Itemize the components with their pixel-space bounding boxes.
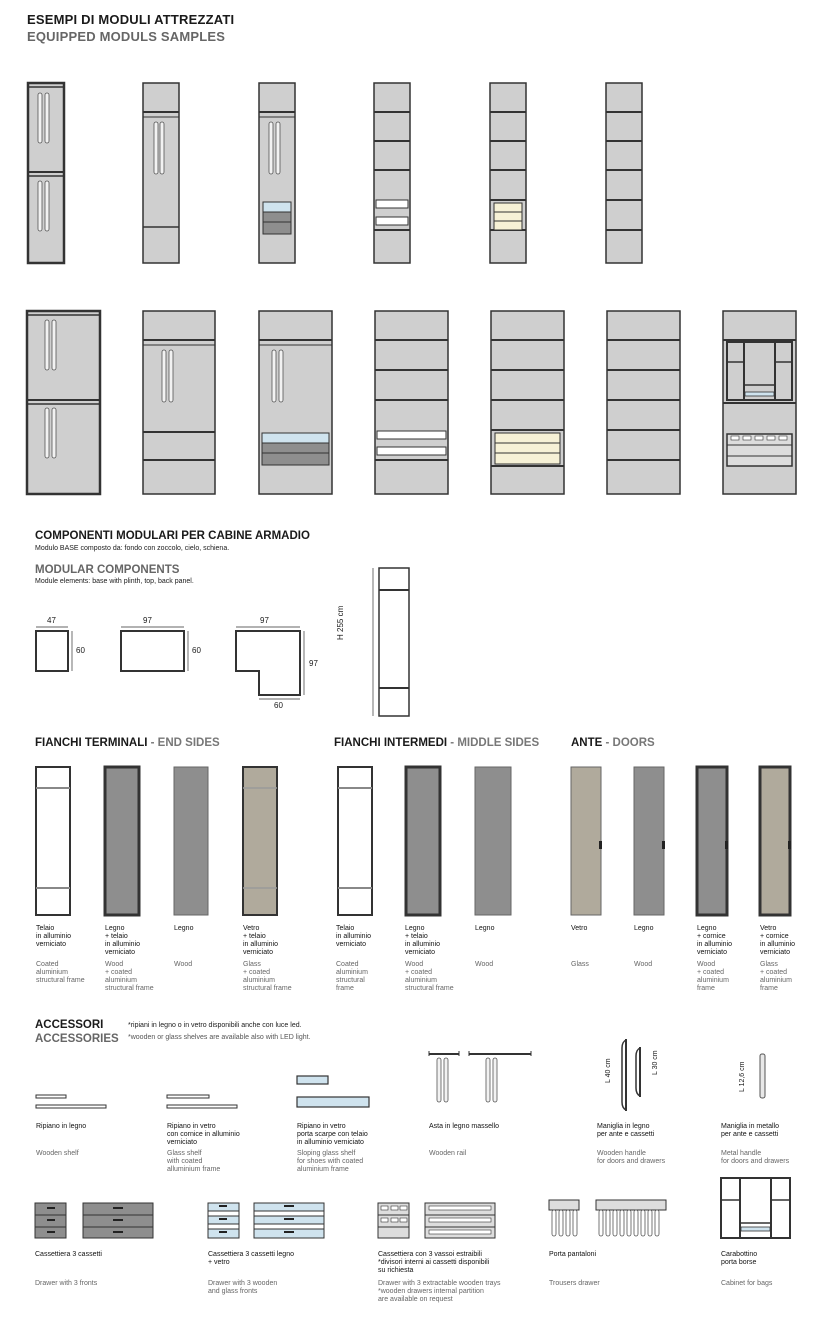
middle-side-caption-en: Wood + coated aluminium structural frame <box>405 961 454 992</box>
accessory-caption-it: Ripiano in vetro porta scarpe con telaio in alluminio verniciato <box>297 1123 368 1146</box>
accessory-caption-it: Carabottino porta borse <box>721 1251 758 1266</box>
door-glass <box>571 767 602 915</box>
module-shelves-drawers-narrow <box>374 83 410 263</box>
end-sides-heading <box>35 737 220 749</box>
door-caption-en: Glass + coated aluminium frame <box>760 961 792 992</box>
dim-depth-60-a: 60 <box>76 646 85 655</box>
end-side-caption-it: Telaio in alluminio verniciato <box>36 925 72 948</box>
dim-depth-60-b: 60 <box>192 646 201 655</box>
end-sides-separator: - <box>147 737 158 749</box>
middle-sides-separator: - <box>447 737 458 749</box>
dim-width-97-a: 97 <box>143 616 152 625</box>
door-caption-en: Wood + coated aluminium frame <box>697 961 729 992</box>
end-side-caption-en: Wood + coated aluminium structural frame <box>105 961 154 992</box>
dim-width-97-b: 97 <box>260 616 269 625</box>
middle-side-caption-it: Telaio in alluminio verniciato <box>336 925 372 948</box>
accessory-caption-en: Wooden handle for doors and drawers <box>597 1150 666 1165</box>
accessories-row1-drawings <box>0 1040 829 1120</box>
middle-sides-title-en: MIDDLE SIDES <box>457 737 540 749</box>
accessory-caption-en: Sloping glass shelf for shoes with coated aluminium frame <box>297 1150 364 1173</box>
metal-handle-dim: L 12,6 cm <box>739 1061 746 1092</box>
accessory-caption-it: Maniglia in legno per ante e cassetti <box>597 1123 655 1138</box>
middle-side-wood <box>475 767 511 915</box>
page-title: ESEMPI DI MODULI ATTREZZATI <box>27 12 235 27</box>
end-sides-title-it: FIANCHI TERMINALI <box>35 737 148 749</box>
drawer-3-fronts-drawing <box>35 1203 153 1238</box>
wooden-shelf-drawing <box>36 1095 106 1108</box>
door-glass-frame <box>760 767 791 915</box>
door-caption-it: Vetro + cornice in alluminio verniciato <box>760 925 796 956</box>
end-side-aluminium-frame <box>36 767 70 915</box>
end-side-wood-frame <box>105 767 139 915</box>
accessory-caption-en: Glass shelf with coated alluminium frame <box>167 1150 221 1173</box>
doors-heading <box>571 737 655 749</box>
door-caption-it: Vetro <box>571 925 588 932</box>
middle-side-caption-it: Legno <box>475 925 495 932</box>
accessory-caption-en: Drawer with 3 wooden and glass fronts <box>208 1280 278 1295</box>
drawer-trays-drawing <box>378 1203 495 1238</box>
door-caption-en: Wood <box>634 961 653 968</box>
door-wood <box>634 767 665 915</box>
module-double-hanging-narrow <box>28 83 64 263</box>
module-bag-cabinet-trays <box>723 311 796 494</box>
modular-title-en: MODULAR COMPONENTS <box>35 564 180 576</box>
modular-description-en: Module elements: base with plinth, top, back panel. <box>35 578 194 585</box>
module-hanging-drawers-narrow <box>259 83 295 263</box>
module-hanging-drawers-wide <box>259 311 332 494</box>
end-side-caption-en: Wood <box>174 961 193 968</box>
glass-shelf-drawing <box>167 1095 237 1108</box>
accessory-caption-it: Cassettiera 3 cassetti <box>35 1251 102 1258</box>
module-shelves-narrow <box>606 83 642 263</box>
door-caption-it: Legno <box>634 925 654 932</box>
end-side-caption-it: Legno <box>174 925 194 932</box>
doors-title-it: ANTE <box>571 737 603 749</box>
accessory-caption-it: Ripiano in vetro con cornice in alluminio verniciato <box>167 1123 240 1146</box>
accessory-caption-en: Cabinet for bags <box>721 1280 773 1287</box>
module-single-hanging-narrow <box>143 83 179 263</box>
module-shelves-cream-drawers-wide <box>491 311 564 494</box>
door-caption-it: Legno + cornice in alluminio verniciato <box>697 925 733 956</box>
wooden-handle-drawing <box>622 1039 641 1111</box>
accessories-note-en: *wooden or glass shelves are available also with LED light. <box>128 1034 311 1041</box>
accessories-title-en: ACCESSORIES <box>35 1033 119 1045</box>
sides-doors-panels <box>0 760 829 920</box>
middle-side-caption-it: Legno + telaio in alluminio verniciato <box>405 925 441 956</box>
trousers-drawer-drawing <box>549 1200 666 1236</box>
module-hanging-shelf-wide <box>143 311 215 494</box>
metal-handle-drawing <box>760 1054 765 1098</box>
modular-plans <box>0 560 420 740</box>
dim-height: H 255 cm <box>336 605 345 640</box>
middle-sides-title-it: FIANCHI INTERMEDI <box>334 737 448 749</box>
wooden-handle-dim-40: L 40 cm <box>605 1058 612 1083</box>
dim-depth-97: 97 <box>309 659 318 668</box>
module-double-hanging-wide <box>27 311 100 494</box>
accessory-caption-en: Drawer with 3 fronts <box>35 1280 98 1287</box>
module-samples-row2 <box>0 300 829 500</box>
doors-title-en: DOORS <box>612 737 655 749</box>
accessory-caption-it: Ripiano in legno <box>36 1123 87 1130</box>
accessory-caption-it: Maniglia in metallo per ante e cassetti <box>721 1123 779 1138</box>
middle-sides-heading <box>334 737 539 749</box>
end-side-caption-it: Legno + telaio in alluminio verniciato <box>105 925 141 956</box>
dim-depth-60-c: 60 <box>274 701 283 710</box>
doors-separator: - <box>602 737 613 749</box>
accessory-caption-it: Cassettiera 3 cassetti legno + vetro <box>208 1251 294 1266</box>
middle-side-caption-en: Coated aluminium structural frame <box>336 961 368 992</box>
accessory-caption-it: Porta pantaloni <box>549 1251 597 1258</box>
accessory-caption-en: Trousers drawer <box>549 1280 600 1287</box>
drawer-wood-glass-drawing <box>208 1203 324 1238</box>
accessory-caption-en: Wooden rail <box>429 1150 467 1157</box>
page-subtitle: EQUIPPED MODULS SAMPLES <box>27 29 226 44</box>
door-wood-frame <box>697 767 728 915</box>
middle-side-wood-frame <box>406 767 440 915</box>
accessory-caption-it: Cassettiera con 3 vassoi estraibili *divisori interni ai cassetti disponibili su richiesta <box>378 1251 490 1274</box>
module-samples-row1 <box>0 0 829 300</box>
accessory-caption-en: Metal handle for doors and drawers <box>721 1150 790 1165</box>
dim-width-47: 47 <box>47 616 56 625</box>
module-shelves-cream-drawers-narrow <box>490 83 526 263</box>
accessory-caption-en: Drawer with 3 extractable wooden trays *wooden drawers internal partition are available on request <box>378 1280 501 1303</box>
end-side-caption-en: Glass + coated aluminium structural frame <box>243 961 292 992</box>
accessories-title: ACCESSORI <box>35 1019 104 1031</box>
accessory-caption-en: Wooden shelf <box>36 1150 79 1157</box>
modular-description: Modulo BASE composto da: fondo con zoccolo, cielo, schiena. <box>35 545 230 552</box>
modular-title: COMPONENTI MODULARI PER CABINE ARMADIO <box>35 530 310 542</box>
accessory-caption-it: Asta in legno massello <box>429 1123 500 1130</box>
module-shelves-drawers-wide <box>375 311 448 494</box>
accessories-row2-drawings <box>0 1170 829 1250</box>
end-side-caption-en: Coated aluminium structural frame <box>36 961 85 984</box>
end-side-wood <box>174 767 208 915</box>
middle-side-caption-en: Wood <box>475 961 494 968</box>
end-sides-title-en: END SIDES <box>157 737 220 749</box>
shoe-shelf-drawing <box>297 1076 369 1107</box>
end-side-glass-frame <box>243 767 277 915</box>
middle-side-aluminium-frame <box>338 767 372 915</box>
bag-cabinet-drawing <box>721 1178 790 1238</box>
module-shelves-wide <box>607 311 680 494</box>
wooden-handle-dim-30: L 30 cm <box>652 1050 659 1075</box>
wooden-rail-drawing <box>429 1051 531 1102</box>
door-caption-en: Glass <box>571 961 589 968</box>
accessories-note: *ripiani in legno o in vetro disponibili anche con luce led. <box>128 1022 302 1029</box>
end-side-caption-it: Vetro + telaio in alluminio verniciato <box>243 925 279 956</box>
